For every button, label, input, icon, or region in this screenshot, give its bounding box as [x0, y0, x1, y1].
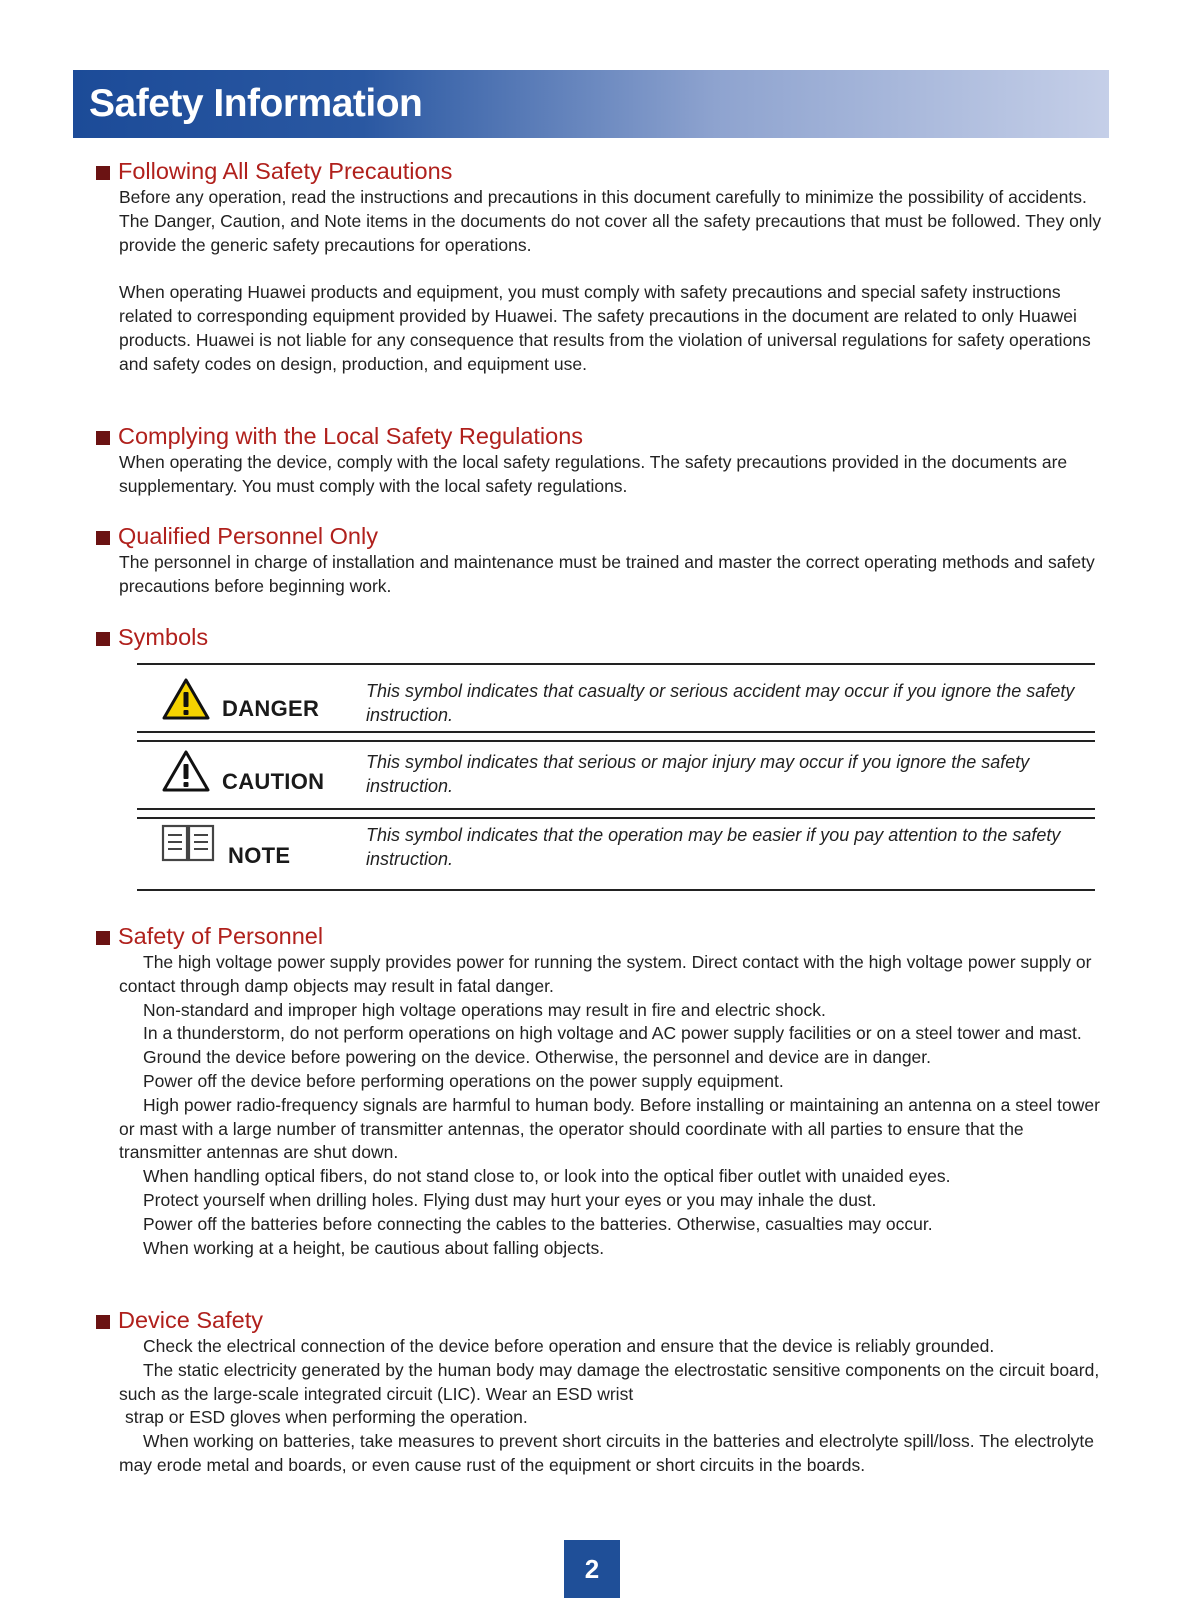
paragraph: Ground the device before powering on the device. Otherwise, the personnel and device are in danger. [143, 1047, 932, 1068]
symbol-label: NOTE [228, 843, 291, 868]
section-title: Safety of Personnel [118, 922, 324, 949]
paragraph: The static electricity generated by the human body may damage the electrostatic sensitive components on the circuit board, such as the large-scale integrated circuit (LIC). Wear an ESD wrist [119, 1359, 1100, 1404]
paragraph: When working on batteries, take measures to prevent short circuits in the batteries and electrolyte spill/loss. The electrolyte may erode metal and boards, or even cause rust of the equipment or short circuits in the boards. [119, 1431, 1094, 1475]
paragraph: Before any operation, read the instructions and precautions in this document carefully to minimize the possibility of accidents. [119, 187, 1087, 207]
table-rule [137, 731, 1095, 733]
paragraph: The high voltage power supply provides power for running the system. Direct contact with the high voltage power supply or contact through damp objects may result in fatal danger. [119, 952, 1092, 996]
paragraph: When operating Huawei products and equipment, you must comply with safety precautions and special safety instructions related to corresponding equipment provided by Huawei. The safety precautions in the document are related to only Huawei products. Huawei is not liable for any consequence that results from the violation of universal regulations for safety operations and safety codes on design, production, and equipment use. [119, 282, 1091, 374]
section-qualified-personnel [96, 521, 1111, 599]
warning-triangle-outline-icon [161, 749, 211, 798]
section-bullet [96, 531, 110, 545]
symbol-row-note [137, 818, 1095, 884]
symbol-row-caution [137, 741, 1095, 807]
paragraph: strap or ESD gloves when performing the operation. [125, 1407, 528, 1428]
paragraph: The Danger, Caution, and Note items in the documents do not cover all the safety precautions that must be followed. They only provide the generic safety precautions for operations. [119, 210, 1102, 255]
paragraph: High power radio-frequency signals are harmful to human body. Before installing or maintaining an antenna on a steel tower or mast with a large number of transmitter antennas, the operator should coordinate with all parties to ensure that the transmitter antennas are shut down. [119, 1094, 1100, 1163]
symbol-description: This symbol indicates that serious or major injury may occur if you ignore the safety instruction. [366, 752, 1030, 796]
paragraph: When working at a height, be cautious about falling objects. [143, 1237, 605, 1258]
section-title: Symbols [118, 623, 209, 650]
section-title: Following All Safety Precautions [118, 157, 453, 184]
open-book-icon [161, 824, 215, 869]
symbol-row-danger [137, 670, 1095, 736]
page-number: 2 [584, 1553, 600, 1584]
section-bullet [96, 931, 110, 945]
symbol-label: DANGER [222, 696, 320, 721]
section-bullet [96, 431, 110, 445]
warning-triangle-filled-icon [161, 677, 211, 726]
paragraph: When handling optical fibers, do not stand close to, or look into the optical fiber outlet with unaided eyes. [143, 1166, 951, 1187]
paragraph: Non-standard and improper high voltage operations may result in fire and electric shock. [143, 999, 826, 1020]
table-rule [137, 889, 1095, 891]
section-bullet [96, 1315, 110, 1329]
section-device-safety [96, 1305, 1111, 1478]
page-title: Safety Information [89, 82, 423, 125]
section-local-regulations [96, 421, 1111, 499]
table-rule [137, 808, 1095, 810]
section-title: Qualified Personnel Only [118, 522, 378, 549]
paragraph: Power off the batteries before connecting the cables to the batteries. Otherwise, casualties may occur. [143, 1213, 933, 1234]
symbol-label: CAUTION [222, 769, 325, 794]
section-safety-precautions [96, 156, 1111, 376]
section-title: Complying with the Local Safety Regulations [118, 422, 584, 449]
section-safety-of-personnel [96, 921, 1111, 1260]
page-number-badge [564, 1540, 620, 1598]
section-title: Device Safety [118, 1306, 263, 1333]
symbol-description: This symbol indicates that the operation may be easier if you pay attention to the safety instruction. [366, 825, 1061, 869]
paragraph: Protect yourself when drilling holes. Flying dust may hurt your eyes or you may inhale the dust. [143, 1189, 877, 1210]
paragraph: Power off the device before performing operations on the power supply equipment. [143, 1070, 784, 1091]
symbol-description: This symbol indicates that casualty or serious accident may occur if you ignore the safety instruction. [366, 681, 1075, 725]
section-bullet [96, 166, 110, 180]
paragraph: In a thunderstorm, do not perform operations on high voltage and AC power supply facilities or on a steel tower and mast. [143, 1023, 1082, 1044]
section-symbols [96, 622, 1111, 652]
page-header-banner [73, 70, 1109, 138]
paragraph: When operating the device, comply with the local safety regulations. The safety precautions provided in the documents are supplementary. You must comply with the local safety regulations. [119, 452, 1068, 496]
paragraph: The personnel in charge of installation and maintenance must be trained and master the correct operating methods and safety precautions before beginning work. [119, 552, 1095, 596]
paragraph: Check the electrical connection of the device before operation and ensure that the device is reliably grounded. [143, 1336, 995, 1356]
table-rule [137, 663, 1095, 665]
section-bullet [96, 632, 110, 646]
